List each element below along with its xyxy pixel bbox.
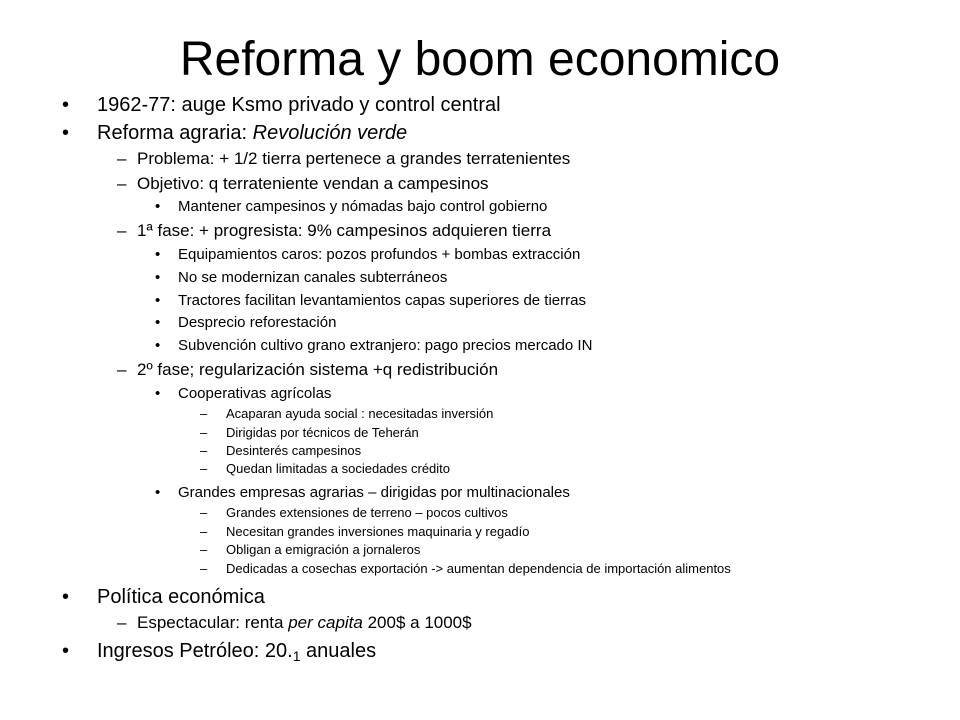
level4-item-text: Quedan limitadas a sociedades crédito [226, 461, 451, 476]
bullet-marker: • [155, 292, 161, 309]
level4-item [200, 406, 493, 422]
bullet-text: anuales [300, 640, 377, 662]
sub-item-text-italic: per capita [288, 613, 363, 632]
level4-item [200, 461, 450, 477]
dash-marker: – [200, 406, 208, 421]
level4-item-text: Desinterés campesinos [226, 443, 362, 458]
bullet-text-italic: Revolución verde [252, 122, 408, 144]
sub-item [117, 174, 489, 194]
sub-sub-item-text: Desprecio reforestación [178, 314, 337, 331]
bullet-marker: • [62, 122, 70, 144]
dash-marker: – [200, 524, 208, 539]
level4-item-text: Dirigidas por técnicos de Teherán [226, 425, 419, 440]
dash-marker: – [117, 149, 127, 168]
sub-sub-item [155, 246, 580, 264]
sub-sub-item-text: Subvención cultivo grano extranjero: pago precios mercado IN [178, 337, 593, 354]
bullet-text: Ingresos Petróleo: 20. [97, 640, 293, 662]
bullet-marker: • [62, 640, 70, 662]
sub-item-text: 1ª fase: + progresista: 9% campesinos adquieren tierra [137, 221, 552, 240]
dash-marker: – [117, 360, 127, 379]
bullet-text: Reforma agraria: [97, 122, 253, 144]
level4-item [200, 443, 361, 459]
level4-item [200, 542, 420, 558]
bullet-marker: • [155, 337, 161, 354]
bullet-item [62, 121, 407, 145]
sub-sub-item [155, 484, 570, 502]
sub-sub-item-text: Mantener campesinos y nómadas bajo control gobierno [178, 198, 548, 215]
sub-sub-item-text: Equipamientos caros: pozos profundos + bombas extracción [178, 246, 581, 263]
slide-title: Reforma y boom economico [179, 33, 781, 86]
bullet-text: Política económica [97, 586, 265, 608]
dash-marker: – [200, 542, 208, 557]
sub-item-text: Objetivo: q terrateniente vendan a campesinos [137, 174, 489, 193]
bullet-marker: • [155, 246, 161, 263]
sub-sub-item-text: Cooperativas agrícolas [178, 385, 332, 402]
level4-item [200, 524, 530, 540]
sub-sub-item [155, 385, 331, 403]
dash-marker: – [200, 505, 208, 520]
level4-item-text: Dedicadas a cosechas exportación -> aumentan dependencia de importación alimentos [226, 561, 731, 576]
sub-sub-item [155, 314, 336, 332]
sub-item [117, 360, 498, 380]
bullet-item [62, 639, 376, 668]
level4-item-text: Grandes extensiones de terreno – pocos cultivos [226, 505, 508, 520]
sub-item [117, 221, 551, 241]
dash-marker: – [117, 221, 127, 240]
sub-item [117, 149, 570, 169]
sub-sub-item [155, 292, 586, 310]
dash-marker: – [200, 443, 208, 458]
bullet-marker: • [155, 314, 161, 331]
dash-marker: – [117, 613, 127, 632]
sub-item-text: Espectacular: renta [137, 613, 289, 632]
bullet-marker: • [155, 269, 161, 286]
bullet-marker: • [62, 94, 70, 116]
dash-marker: – [200, 561, 208, 576]
bullet-marker: • [155, 385, 161, 402]
level4-item-text: Acaparan ayuda social : necesitadas inversión [226, 406, 494, 421]
bullet-item [62, 585, 265, 609]
sub-sub-item-text: Tractores facilitan levantamientos capas superiores de tierras [178, 292, 586, 309]
sub-sub-item [155, 337, 592, 355]
level4-item-text: Obligan a emigración a jornaleros [226, 542, 421, 557]
bullet-text: 1962-77: auge Ksmo privado y control central [97, 94, 501, 116]
sub-sub-item-text: No se modernizan canales subterráneos [178, 269, 448, 286]
sub-item-text: 200$ a 1000$ [362, 613, 472, 632]
sub-item-text: 2º fase; regularización sistema +q redistribución [137, 360, 499, 379]
sub-sub-item-text: Grandes empresas agrarias – dirigidas por multinacionales [178, 484, 570, 501]
bullet-marker: • [62, 586, 70, 608]
level4-item [200, 505, 508, 521]
sub-item [117, 613, 472, 633]
bullet-marker: • [155, 484, 161, 501]
subscript-text: 1 [292, 648, 301, 665]
dash-marker: – [200, 461, 208, 476]
dash-marker: – [200, 425, 208, 440]
sub-sub-item [155, 198, 547, 216]
sub-item-text: Problema: + 1/2 tierra pertenece a grandes terratenientes [137, 149, 571, 168]
bullet-item [62, 93, 501, 117]
sub-sub-item [155, 269, 447, 287]
level4-item [200, 561, 731, 577]
level4-item [200, 425, 419, 441]
level4-item-text: Necesitan grandes inversiones maquinaria y regadío [226, 524, 530, 539]
bullet-marker: • [155, 198, 161, 215]
dash-marker: – [117, 174, 127, 193]
